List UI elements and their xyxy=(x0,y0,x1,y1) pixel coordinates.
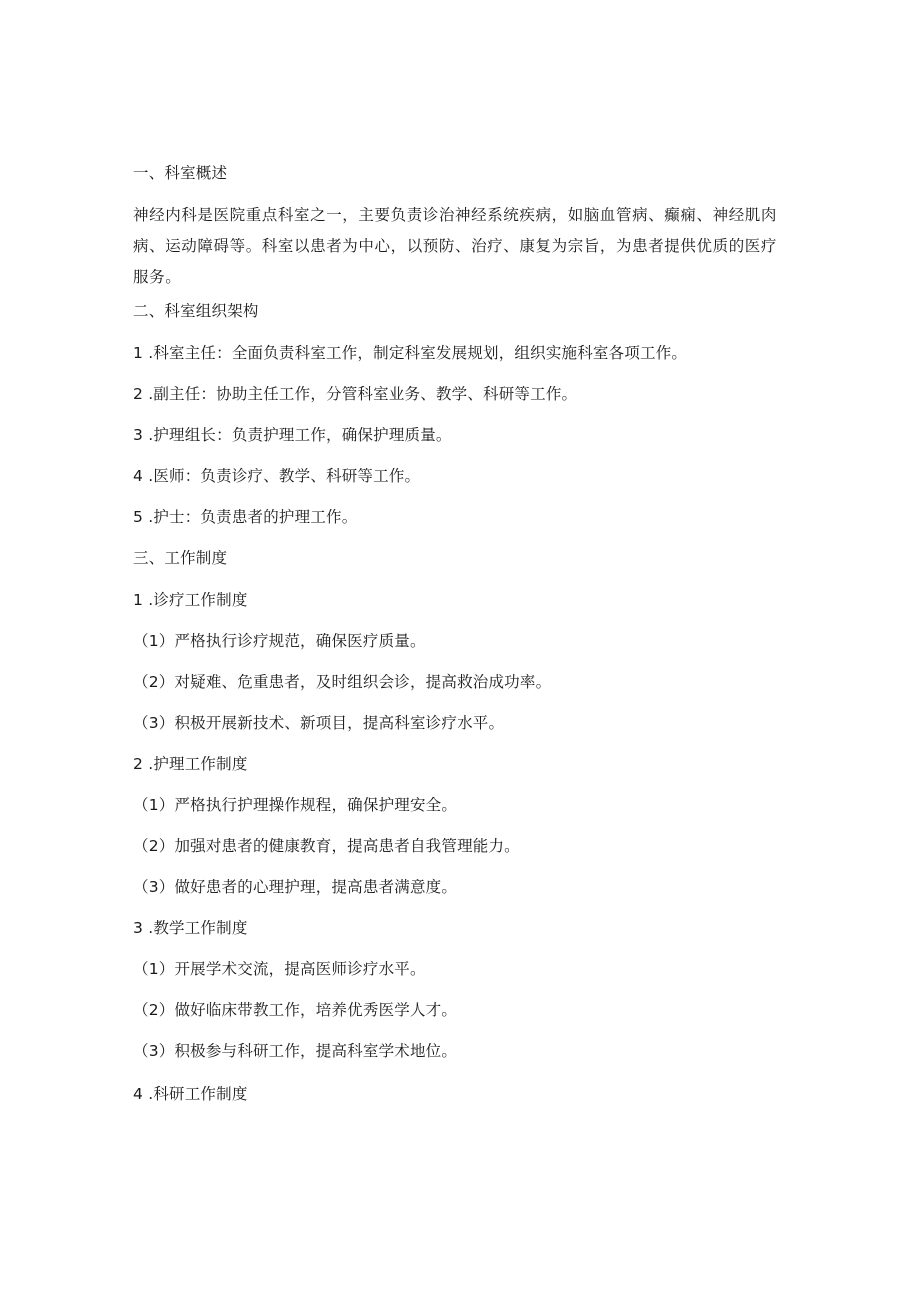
org-item: 5 .护士：负责患者的护理工作。 xyxy=(133,508,358,526)
rule-item: （2）加强对患者的健康教育，提高患者自我管理能力。 xyxy=(133,837,520,855)
subsection-heading-diagnosis: 1 .诊疗工作制度 xyxy=(133,591,248,609)
section-heading-organization: 二、科室组织架构 xyxy=(133,302,259,320)
subsection-heading-teaching: 3 .教学工作制度 xyxy=(133,919,248,937)
org-item: 2 .副主任：协助主任工作，分管科室业务、教学、科研等工作。 xyxy=(133,385,578,403)
rule-item: （2）对疑难、危重患者，及时组织会诊，提高救治成功率。 xyxy=(133,673,552,691)
section-heading-overview: 一、科室概述 xyxy=(133,164,228,182)
rule-item: （3）做好患者的心理护理，提高患者满意度。 xyxy=(133,878,458,896)
org-item: 3 .护理组长：负责护理工作，确保护理质量。 xyxy=(133,426,452,444)
rule-item: （2）做好临床带教工作，培养优秀医学人才。 xyxy=(133,1001,458,1019)
org-item: 1 .科室主任：全面负责科室工作，制定科室发展规划，组织实施科室各项工作。 xyxy=(133,344,688,362)
rule-item: （3）积极参与科研工作，提高科室学术地位。 xyxy=(133,1042,458,1060)
org-item: 4 .医师：负责诊疗、教学、科研等工作。 xyxy=(133,467,421,485)
subsection-heading-nursing: 2 .护理工作制度 xyxy=(133,755,248,773)
overview-paragraph: 神经内科是医院重点科室之一，主要负责诊治神经系统疾病，如脑血管病、癫痫、神经肌肉病、运动障碍等。科室以患者为中心，以预防、治疗、康复为宗旨，为患者提供优质的医疗服务。 xyxy=(133,206,778,286)
rule-item: （3）积极开展新技术、新项目，提高科室诊疗水平。 xyxy=(133,714,505,732)
rule-item: （1）开展学术交流，提高医师诊疗水平。 xyxy=(133,960,426,978)
section-heading-work-rules: 三、工作制度 xyxy=(133,549,228,567)
rule-item: （1）严格执行护理操作规程，确保护理安全。 xyxy=(133,796,458,814)
subsection-heading-research: 4 .科研工作制度 xyxy=(133,1085,248,1103)
rule-item: （1）严格执行诊疗规范，确保医疗质量。 xyxy=(133,632,426,650)
